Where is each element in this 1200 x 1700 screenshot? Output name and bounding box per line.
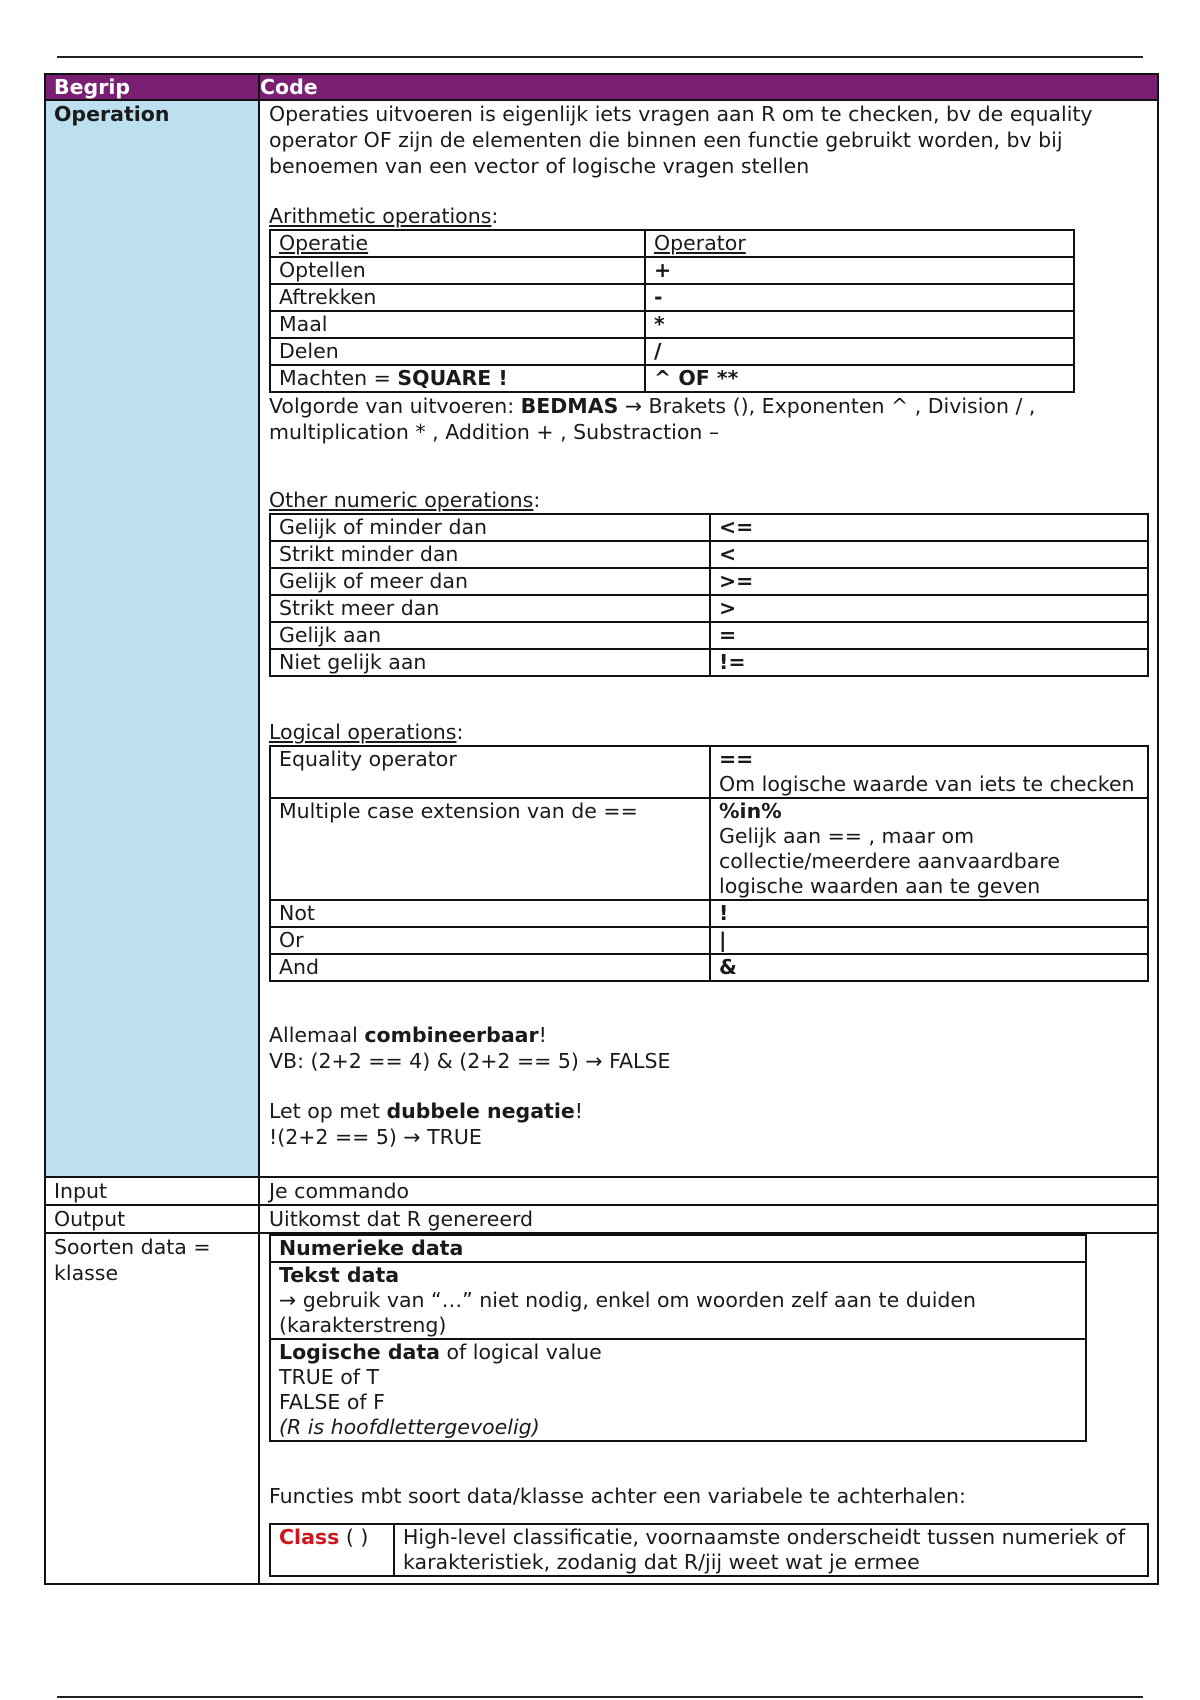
arith-op: Optellen [270, 257, 645, 284]
code-cell [259, 100, 1158, 1177]
soorten-cell [259, 1233, 1158, 1584]
arith-op: Delen [270, 338, 645, 365]
arith-head-sym: Operator [645, 230, 1074, 257]
logical-table [269, 745, 1149, 982]
arith-op: Aftrekken [270, 284, 645, 311]
operation-intro: Operaties uitvoeren is eigenlijk iets vragen aan R om te checken, bv de equality operator OF zijn de elementen die binnen een functie gebruikt worden, bv bij benoemen van een vector of logische vragen stellen [269, 102, 1093, 178]
arith-row [270, 311, 1074, 338]
numeric-table [269, 513, 1149, 677]
type-row: Numerieke data [270, 1235, 1086, 1262]
arith-op: Machten = SQUARE ! [270, 365, 645, 392]
arith-head-op: Operatie [270, 230, 645, 257]
logical-row: Not ! [270, 900, 1148, 927]
bottom-rule [57, 1696, 1143, 1698]
numeric-row: Strikt meer dan > [270, 595, 1148, 622]
combine-example: VB: (2+2 == 4) & (2+2 == 5) → FALSE [269, 1049, 671, 1073]
combine-note: Allemaal combineerbaar! [269, 1023, 547, 1047]
logical-row: And & [270, 954, 1148, 981]
functies-note: Functies mbt soort data/klasse achter een variabele te achterhalen: [269, 1484, 966, 1508]
glossary-table [44, 73, 1159, 1585]
negation-example: !(2+2 == 5) → TRUE [269, 1125, 482, 1149]
output-value: Uitkomst dat R genereerd [259, 1205, 1158, 1233]
header-row [45, 74, 1158, 100]
term-input: Input [45, 1177, 259, 1205]
class-desc: High-level classificatie, voornaamste onderscheidt tussen numeriek of karakteristiek, zodanig dat R/jij weet wat je ermee [394, 1524, 1148, 1576]
arith-head-row [270, 230, 1074, 257]
arith-row [270, 284, 1074, 311]
logical-row: Equality operator == Om logische waarde van iets te checken [270, 746, 1148, 798]
type-row: Logische data of logical value TRUE of T FALSE of F (R is hoofdlettergevoelig) [270, 1339, 1086, 1441]
logical-row: Or | [270, 927, 1148, 954]
numeric-row: Gelijk of meer dan >= [270, 568, 1148, 595]
term-operation: Operation [54, 102, 170, 126]
input-row [45, 1177, 1158, 1205]
arith-row [270, 338, 1074, 365]
numeric-row: Strikt minder dan < [270, 541, 1148, 568]
header-code: Code [259, 74, 1158, 100]
arith-sym: * [645, 311, 1074, 338]
type-row: Tekst data → gebruik van “…” niet nodig, enkel om woorden zelf aan te duiden (karakterstreng) [270, 1262, 1086, 1339]
header-begrip: Begrip [45, 74, 259, 100]
logical-section-title: Logical operations: [269, 720, 464, 744]
arith-op: Maal [270, 311, 645, 338]
arith-sym: + [645, 257, 1074, 284]
arith-section-title: Arithmetic operations: [269, 204, 499, 228]
top-rule [57, 56, 1143, 58]
numeric-row: Gelijk of minder dan <= [270, 514, 1148, 541]
input-value: Je commando [259, 1177, 1158, 1205]
bedmas-note: Volgorde van uitvoeren: BEDMAS → Brakets (), Exponenten ^ , Division / , multiplication * , Addition + , Substraction – [269, 394, 1036, 444]
numeric-section-title: Other numeric operations: [269, 488, 541, 512]
arith-sym: - [645, 284, 1074, 311]
term-cell [45, 100, 259, 1177]
output-row [45, 1205, 1158, 1233]
arith-row-machten [270, 365, 1074, 392]
class-row [270, 1524, 1148, 1576]
term-output: Output [45, 1205, 259, 1233]
class-table [269, 1523, 1149, 1577]
arith-sym: / [645, 338, 1074, 365]
data-types-table [269, 1234, 1087, 1442]
soorten-row [45, 1233, 1158, 1584]
term-soorten: Soorten data = klasse [45, 1233, 259, 1584]
logical-row: Multiple case extension van de == %in% Gelijk aan == , maar om collectie/meerdere aanvaardbare logische waarden aan te geven [270, 798, 1148, 900]
arithmetic-table [269, 229, 1075, 393]
negation-note: Let op met dubbele negatie! [269, 1099, 583, 1123]
numeric-row: Niet gelijk aan != [270, 649, 1148, 676]
class-func: Class ( ) [270, 1524, 394, 1576]
operation-row [45, 100, 1158, 1177]
numeric-row: Gelijk aan = [270, 622, 1148, 649]
arith-sym: ^ OF ** [645, 365, 1074, 392]
arith-row [270, 257, 1074, 284]
